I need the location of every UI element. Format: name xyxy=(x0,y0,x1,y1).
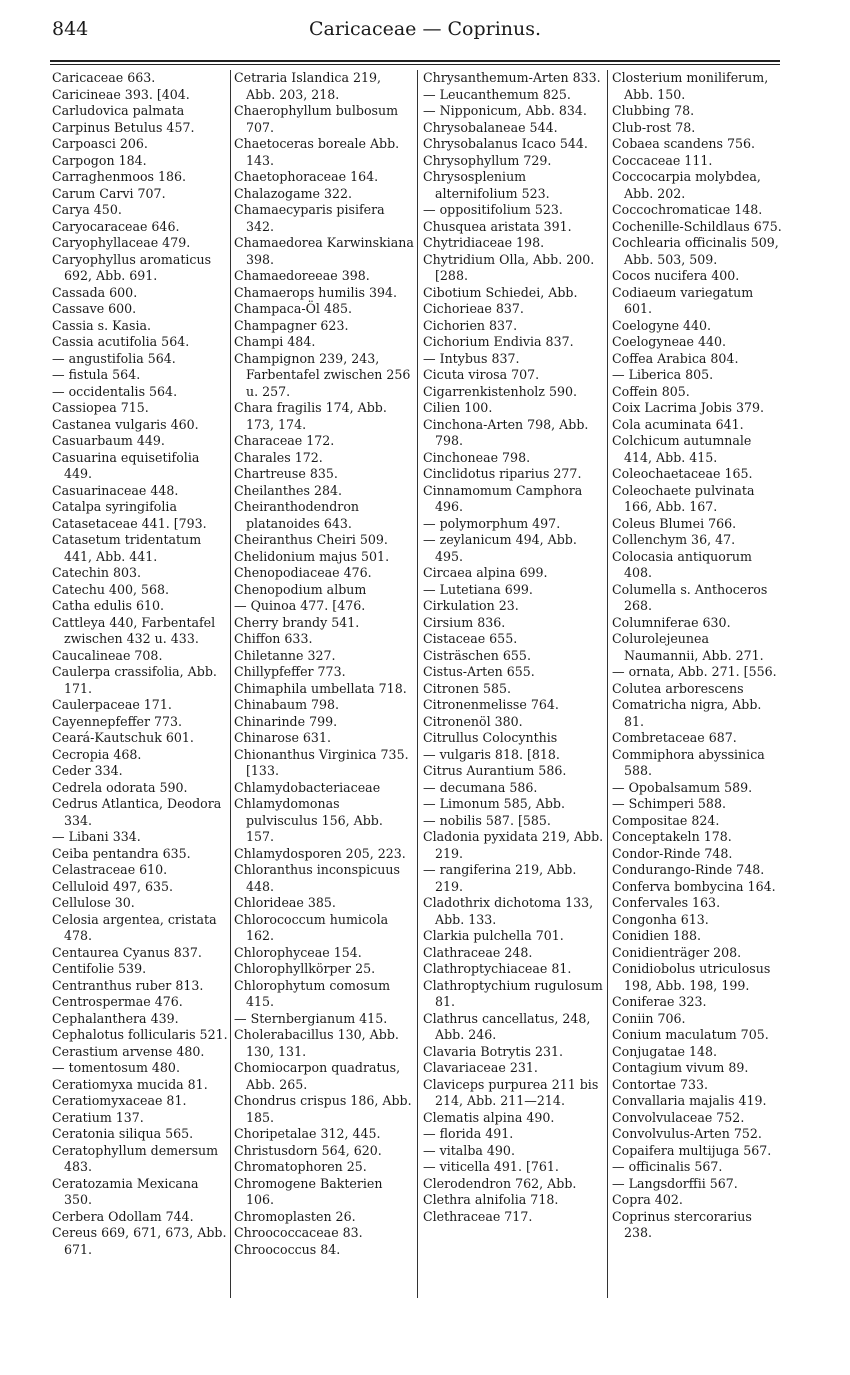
index-entry: Catha edulis 610. xyxy=(52,598,165,613)
index-entry: Cola acuminata 641. xyxy=(612,416,744,432)
index-entry: — Lutetiana 699. xyxy=(423,581,533,597)
index-entry: Coffein 805. xyxy=(612,383,690,399)
index-entry: Carya 450. xyxy=(52,202,122,217)
index-entry: Chroococcus 84. xyxy=(234,1241,341,1257)
index-entry: Catasetum tridentatum 441, Abb. 441. xyxy=(52,532,202,564)
index-entry: — rangiferina 219, Abb. 219. xyxy=(423,862,577,894)
index-entry: Colocasia antiquorum 408. xyxy=(612,548,752,580)
index-entry: Convolvulus-Arten 752. xyxy=(612,1126,762,1141)
index-entry: Ceiba pentandra 635. xyxy=(52,845,191,861)
index-entry: Chelidonium majus 501. xyxy=(234,548,390,564)
index-entry: Cecropia 468. xyxy=(52,746,142,762)
index-entry: — nobilis 587. [585. xyxy=(423,812,551,828)
index-entry: Casuarina equisetifolia 449. xyxy=(52,449,200,481)
column-divider xyxy=(607,70,608,1298)
index-entry: Chenopodiaceae 476. xyxy=(234,565,372,580)
index-entry: Columniferae 630. xyxy=(612,614,731,630)
index-entry: Citrus Aurantium 586. xyxy=(423,763,567,778)
index-entry: Colchicum autumnale 414, Abb. 415. xyxy=(612,433,752,465)
index-entry: Chrysobalanus Icaco 544. xyxy=(423,136,588,151)
index-entry: Clethra alnifolia 718. xyxy=(423,1192,559,1207)
index-entry: Cerbera Odollam 744. xyxy=(52,1208,194,1224)
index-entry: Clathroptychiaceae 81. xyxy=(423,961,572,976)
index-entry: Ceratophyllum demersum 483. xyxy=(52,1142,219,1174)
index-entry: Cocos nucifera 400. xyxy=(612,268,740,283)
index-entry: Clathraceae 248. xyxy=(423,944,533,960)
index-entry: Chytridium Olla, Abb. 200. [288. xyxy=(423,251,595,283)
index-entry: Clavariaceae 231. xyxy=(423,1060,538,1075)
index-entry: — Opobalsamum 589. xyxy=(612,779,753,795)
index-entry: Catalpa syringifolia xyxy=(52,499,177,514)
index-entry: Centifolie 539. xyxy=(52,961,147,976)
index-entry: — decumana 586. xyxy=(423,779,538,795)
index-entry: Coelogyne 440. xyxy=(612,317,712,333)
index-entry: Conium maculatum 705. xyxy=(612,1027,769,1042)
index-entry: Chloranthus inconspicuus 448. xyxy=(234,862,400,894)
index-entry: Citronenöl 380. xyxy=(423,713,523,729)
index-entry: Chamaedoreeae 398. xyxy=(234,268,370,283)
index-entry: Cochlearia officinalis 509, Abb. 503, 509. xyxy=(612,235,779,267)
index-entry: Compositae 824. xyxy=(612,812,720,828)
index-entry: Coleochaete pulvinata 166, Abb. 167. xyxy=(612,482,755,514)
index-entry: Commiphora abyssinica 588. xyxy=(612,746,765,778)
index-entry: Centrospermae 476. xyxy=(52,994,183,1009)
index-entry: Collenchym 36, 47. xyxy=(612,532,736,547)
index-entry: Ceratonia siliqua 565. xyxy=(52,1126,194,1141)
index-entry: — Quinoa 477. [476. xyxy=(234,598,366,613)
index-entry: Cobaea scandens 756. xyxy=(612,136,756,151)
index-entry: — angustifolia 564. xyxy=(52,350,176,366)
index-entry: — Leucanthemum 825. xyxy=(423,86,571,102)
index-entry: — fistula 564. xyxy=(52,367,141,382)
index-entry: Charales 172. xyxy=(234,449,323,465)
index-entry: Chroococcaceae 83. xyxy=(234,1225,363,1240)
index-entry: Cedrela odorata 590. xyxy=(52,779,188,795)
index-entry: Cholerabacillus 130, Abb. 130, 131. xyxy=(234,1027,399,1059)
index-entry: Conceptakeln 178. xyxy=(612,829,732,844)
index-entry: Chlamydosporen 205, 223. xyxy=(234,845,406,861)
index-entry: Chalazogame 322. xyxy=(234,185,353,201)
index-entry: Celluloid 497, 635. xyxy=(52,878,174,894)
index-entry: Cephalotus follicularis 521. xyxy=(52,1027,228,1042)
index-entry: Circaea alpina 699. xyxy=(423,565,548,580)
index-entry: Ceratiomyxaceae 81. xyxy=(52,1093,187,1108)
index-entry: Cedrus Atlantica, Deodora 334. xyxy=(52,796,222,828)
index-entry: Characeae 172. xyxy=(234,433,335,448)
index-entry: Clarkia pulchella 701. xyxy=(423,928,564,943)
index-entry: Cattleya 440, Farbentafel zwischen 432 u. 433. xyxy=(52,614,216,646)
index-entry: Caryocaraceae 646. xyxy=(52,218,180,234)
index-entry: Cherry brandy 541. xyxy=(234,614,360,630)
index-entry: Closterium moniliferum, Abb. 150. xyxy=(612,70,769,102)
index-entry: — vulgaris 818. [818. xyxy=(423,746,560,762)
index-entry: Caryophyllaceae 479. xyxy=(52,235,191,250)
index-entry: Chiletanne 327. xyxy=(234,647,336,663)
index-entry: — Intybus 837. xyxy=(423,350,520,366)
index-entry: — polymorphum 497. xyxy=(423,515,561,531)
index-entry: Chaerophyllum bulbosum 707. xyxy=(234,103,399,135)
column-divider xyxy=(230,70,231,1298)
index-entry: — Sternbergianum 415. xyxy=(234,1010,388,1026)
index-entry: Celosia argentea, cristata 478. xyxy=(52,911,217,943)
index-entry: Coniferae 323. xyxy=(612,994,707,1009)
index-entry: — occidentalis 564. xyxy=(52,383,178,399)
index-column-1 xyxy=(52,70,230,1298)
index-entry: — Liberica 805. xyxy=(612,367,714,382)
index-entry: Chimaphila umbellata 718. xyxy=(234,680,407,696)
index-entry: Christusdorn 564, 620. xyxy=(234,1142,382,1158)
index-entry: Chromogene Bakterien 106. xyxy=(234,1175,383,1207)
index-entry: Colutea arborescens xyxy=(612,680,744,696)
index-entry: Clematis alpina 490. xyxy=(423,1109,555,1125)
index-entry: Catechin 803. xyxy=(52,565,142,580)
index-entry: — oppositifolium 523. xyxy=(423,202,563,217)
index-entry: Cassia s. Kasia. xyxy=(52,317,151,333)
index-entry: Chara fragilis 174, Abb. 173, 174. xyxy=(234,400,387,432)
index-entry: Clubbing 78. xyxy=(612,103,695,118)
index-entry: Coprinus stercorarius 238. xyxy=(612,1208,752,1240)
index-entry: Chenopodium album xyxy=(234,581,367,597)
index-entry: Clathrus cancellatus, 248, Abb. 246. xyxy=(423,1010,591,1042)
index-entry: Cladothrix dichotoma 133, Abb. 133. xyxy=(423,895,594,927)
index-entry: Cinchona-Arten 798, Abb. 798. xyxy=(423,416,589,448)
index-entry: Chionanthus Virginica 735. [133. xyxy=(234,746,409,778)
index-entry: — Schimperi 588. xyxy=(612,796,726,811)
index-entry: Coccochromaticae 148. xyxy=(612,202,763,217)
index-entry: Cephalanthera 439. xyxy=(52,1010,179,1026)
index-entry: Coccaceae 111. xyxy=(612,152,713,168)
index-entry: Codiaeum variegatum 601. xyxy=(612,284,754,316)
index-entry: Comatricha nigra, Abb. 81. xyxy=(612,697,762,729)
index-entry: — Nipponicum, Abb. 834. xyxy=(423,103,587,118)
index-column-3 xyxy=(423,70,605,1298)
index-entry: Chondrus crispus 186, Abb. 185. xyxy=(234,1093,412,1125)
index-entry: Chamaedorea Karwinskiana 398. xyxy=(234,235,414,267)
index-entry: Celastraceae 610. xyxy=(52,862,168,877)
index-entry: Contagium vivum 89. xyxy=(612,1060,749,1075)
running-head: Caricaceae — Coprinus. xyxy=(308,18,542,40)
index-entry: Caulerpaceae 171. xyxy=(52,697,172,712)
index-entry: Chlamydomonas pulvisculus 156, Abb. 157. xyxy=(234,796,383,844)
index-entry: Carpinus Betulus 457. xyxy=(52,119,195,135)
index-entry: Chillypfeffer 773. xyxy=(234,664,346,679)
index-entry: Cheilanthes 284. xyxy=(234,482,343,498)
index-entry: Casuarinaceae 448. xyxy=(52,482,179,498)
index-entry: Cladonia pyxidata 219, Abb. 219. xyxy=(423,829,604,861)
index-entry: Chlorophytum comosum 415. xyxy=(234,977,391,1009)
index-entry: Caryophyllus aromaticus 692, Abb. 691. xyxy=(52,251,212,283)
index-entry: — Langsdorffii 567. xyxy=(612,1175,738,1191)
index-entry: Chaetoceras boreale Abb. 143. xyxy=(234,136,400,168)
index-entry: Conidiobolus utriculosus 198, Abb. 198, 199. xyxy=(612,961,771,993)
index-entry: Chlamydobacteriaceae xyxy=(234,779,381,795)
index-entry: Cilien 100. xyxy=(423,400,493,415)
index-entry: Chinarose 631. xyxy=(234,730,331,745)
index-entry: Cirsium 836. xyxy=(423,614,506,630)
index-entry: — officinalis 567. xyxy=(612,1159,723,1174)
index-entry: Chromoplasten 26. xyxy=(234,1208,356,1224)
index-entry: Conidienträger 208. xyxy=(612,944,742,960)
index-entry: Cassia acutifolia 564. xyxy=(52,334,190,349)
index-entry: Casuarbaum 449. xyxy=(52,433,165,448)
index-entry: Cetraria Islandica 219, Abb. 203, 218. xyxy=(234,70,382,102)
index-entry: Citronen 585. xyxy=(423,680,512,696)
index-entry: Chlorideae 385. xyxy=(234,895,336,910)
index-entry: Caucalineae 708. xyxy=(52,647,163,663)
index-entry: Chomiocarpon quadratus, Abb. 265. xyxy=(234,1060,401,1092)
index-entry: Ceratiomyxa mucida 81. xyxy=(52,1076,208,1092)
index-entry: Cichorium Endivia 837. xyxy=(423,334,574,349)
index-entry: Cheiranthus Cheiri 509. xyxy=(234,532,388,547)
index-entry: Chaetophoraceae 164. xyxy=(234,169,379,184)
index-entry: Champagner 623. xyxy=(234,317,349,333)
index-columns xyxy=(50,70,782,1300)
index-entry: Coccocarpia molybdea, Abb. 202. xyxy=(612,169,761,201)
index-entry: Cirkulation 23. xyxy=(423,598,519,613)
index-entry: Carraghenmoos 186. xyxy=(52,169,187,184)
index-entry: Chromatophoren 25. xyxy=(234,1159,367,1174)
column-divider xyxy=(417,70,418,1298)
index-entry: Convallaria majalis 419. xyxy=(612,1093,767,1108)
index-entry: Chlorophyceae 154. xyxy=(234,944,362,960)
index-entry: Chrysanthemum-Arten 833. xyxy=(423,70,601,85)
index-entry: Conidien 188. xyxy=(612,928,702,943)
index-entry: Cicuta virosa 707. xyxy=(423,367,540,382)
page-header xyxy=(0,18,850,48)
index-entry: — tomentosum 480. xyxy=(52,1060,180,1075)
index-entry: Club-rost 78. xyxy=(612,119,696,135)
index-entry: Conferva bombycina 164. xyxy=(612,878,776,894)
index-entry: Chlorophyllkörper 25. xyxy=(234,961,376,976)
index-entry: Cayennepfeffer 773. xyxy=(52,713,183,729)
index-entry: Clethraceae 717. xyxy=(423,1208,533,1224)
index-entry: Cichorien 837. xyxy=(423,317,518,333)
index-entry: Cigarrenkistenholz 590. xyxy=(423,383,577,399)
index-entry: Cistaceae 655. xyxy=(423,631,518,646)
index-entry: Cinclidotus riparius 277. xyxy=(423,466,582,481)
index-entry: Contortae 733. xyxy=(612,1076,709,1092)
index-entry: Copaifera multijuga 567. xyxy=(612,1142,772,1158)
index-entry: Chrysophyllum 729. xyxy=(423,152,552,168)
index-entry: Coelogyneae 440. xyxy=(612,334,727,349)
index-entry: Chlorococcum humicola 162. xyxy=(234,911,389,943)
index-entry: Cistus-Arten 655. xyxy=(423,664,535,679)
index-entry: Ceratium 137. xyxy=(52,1109,144,1125)
index-entry: Chusquea aristata 391. xyxy=(423,218,572,234)
index-entry: Caricaceae 663. xyxy=(52,70,156,85)
index-entry: Carum Carvi 707. xyxy=(52,185,166,201)
header-rule xyxy=(50,60,780,62)
index-entry: Condor-Rinde 748. xyxy=(612,845,733,861)
index-entry: Clerodendron 762, Abb. xyxy=(423,1175,577,1191)
index-entry: Chamaecyparis pisifera 342. xyxy=(234,202,385,234)
index-entry: Cassiopea 715. xyxy=(52,400,149,415)
index-entry: Castanea vulgaris 460. xyxy=(52,416,199,432)
index-entry: — vitalba 490. xyxy=(423,1142,515,1158)
index-entry: Ceratozamia Mexicana 350. xyxy=(52,1175,199,1207)
index-entry: Champi 484. xyxy=(234,334,316,349)
index-entry: Carpoasci 206. xyxy=(52,136,148,151)
header-rule-thin xyxy=(50,64,780,65)
index-entry: Ceará-Kautschuk 601. xyxy=(52,730,194,745)
index-entry: — florida 491. xyxy=(423,1126,514,1141)
index-entry: — Limonum 585, Abb. xyxy=(423,796,565,811)
index-entry: Catechu 400, 568. xyxy=(52,581,170,597)
index-entry: Chinarinde 799. xyxy=(234,713,338,729)
index-entry: Cochenille-Schildlaus 675. xyxy=(612,218,782,234)
index-entry: — zeylanicum 494, Abb. 495. xyxy=(423,532,577,564)
index-entry: Chinabaum 798. xyxy=(234,697,340,712)
index-entry: Cisträschen 655. xyxy=(423,647,531,663)
index-entry: — viticella 491. [761. xyxy=(423,1159,559,1174)
index-entry: Cellulose 30. xyxy=(52,895,135,910)
index-entry: Chartreuse 835. xyxy=(234,466,338,481)
index-entry: Centaurea Cyanus 837. xyxy=(52,944,202,960)
index-entry: Congonha 613. xyxy=(612,911,709,927)
index-entry: Clathroptychium rugulosum 81. xyxy=(423,977,603,1009)
index-entry: Claviceps purpurea 211 bis 214, Abb. 211—214. xyxy=(423,1076,599,1108)
index-entry: Coleochaetaceae 165. xyxy=(612,466,753,481)
index-entry: Cassave 600. xyxy=(52,301,137,316)
index-entry: Conjugatae 148. xyxy=(612,1043,717,1059)
index-entry: Centranthus ruber 813. xyxy=(52,977,204,993)
index-entry: Cinnamomum Camphora 496. xyxy=(423,482,583,514)
index-entry: Cheiranthodendron platanoides 643. xyxy=(234,499,360,531)
index-entry: Coniin 706. xyxy=(612,1010,686,1026)
index-entry: Chamaerops humilis 394. xyxy=(234,284,398,300)
index-entry: Copra 402. xyxy=(612,1192,683,1207)
index-entry: Cassada 600. xyxy=(52,284,138,300)
index-entry: Choripetalae 312, 445. xyxy=(234,1126,381,1141)
index-column-4 xyxy=(612,70,782,1298)
index-entry: Carludovica palmata xyxy=(52,103,185,118)
index-entry: Citrullus Colocynthis xyxy=(423,730,558,745)
index-column-2 xyxy=(234,70,414,1298)
index-entry: Chrysobalaneae 544. xyxy=(423,119,558,135)
index-entry: Confervales 163. xyxy=(612,895,721,910)
index-entry: Champaca-Öl 485. xyxy=(234,301,352,316)
index-entry: Convolvulaceae 752. xyxy=(612,1109,745,1125)
index-entry: Columella s. Anthoceros 268. xyxy=(612,581,768,613)
index-entry: Caulerpa crassifolia, Abb. 171. xyxy=(52,664,217,696)
index-entry: — Libani 334. xyxy=(52,829,141,844)
index-entry: Citronenmelisse 764. xyxy=(423,697,559,712)
index-entry: Cerastium arvense 480. xyxy=(52,1043,205,1059)
index-entry: Cereus 669, 671, 673, Abb. 671. xyxy=(52,1225,227,1257)
index-entry: Catasetaceae 441. [793. xyxy=(52,515,207,531)
index-entry: Carpogon 184. xyxy=(52,152,147,168)
index-entry: Ceder 334. xyxy=(52,763,123,778)
index-entry: Cibotium Schiedei, Abb. xyxy=(423,284,578,300)
page-number: 844 xyxy=(52,18,89,40)
index-entry: Champignon 239, 243, Farbentafel zwischen 256 u. 257. xyxy=(234,350,411,399)
index-entry: Combretaceae 687. xyxy=(612,730,737,745)
index-entry: Chytridiaceae 198. xyxy=(423,235,545,250)
index-entry: Cichorieae 837. xyxy=(423,301,524,316)
index-entry: Cinchoneae 798. xyxy=(423,449,531,465)
index-entry: Coix Lacrima Jobis 379. xyxy=(612,400,765,415)
index-entry: Chiffon 633. xyxy=(234,631,313,646)
index-entry: Colurolejeunea Naumannii, Abb. 271. xyxy=(612,631,764,663)
index-entry: Clavaria Botrytis 231. xyxy=(423,1043,563,1059)
index-entry: Coleus Blumei 766. xyxy=(612,515,737,531)
index-entry: Condurango-Rinde 748. xyxy=(612,862,765,877)
index-entry: Caricineae 393. [404. xyxy=(52,86,190,102)
index-entry: Chrysosplenium alternifolium 523. xyxy=(423,169,550,201)
index-entry: Coffea Arabica 804. xyxy=(612,350,739,366)
index-entry: — ornata, Abb. 271. [556. xyxy=(612,664,777,679)
